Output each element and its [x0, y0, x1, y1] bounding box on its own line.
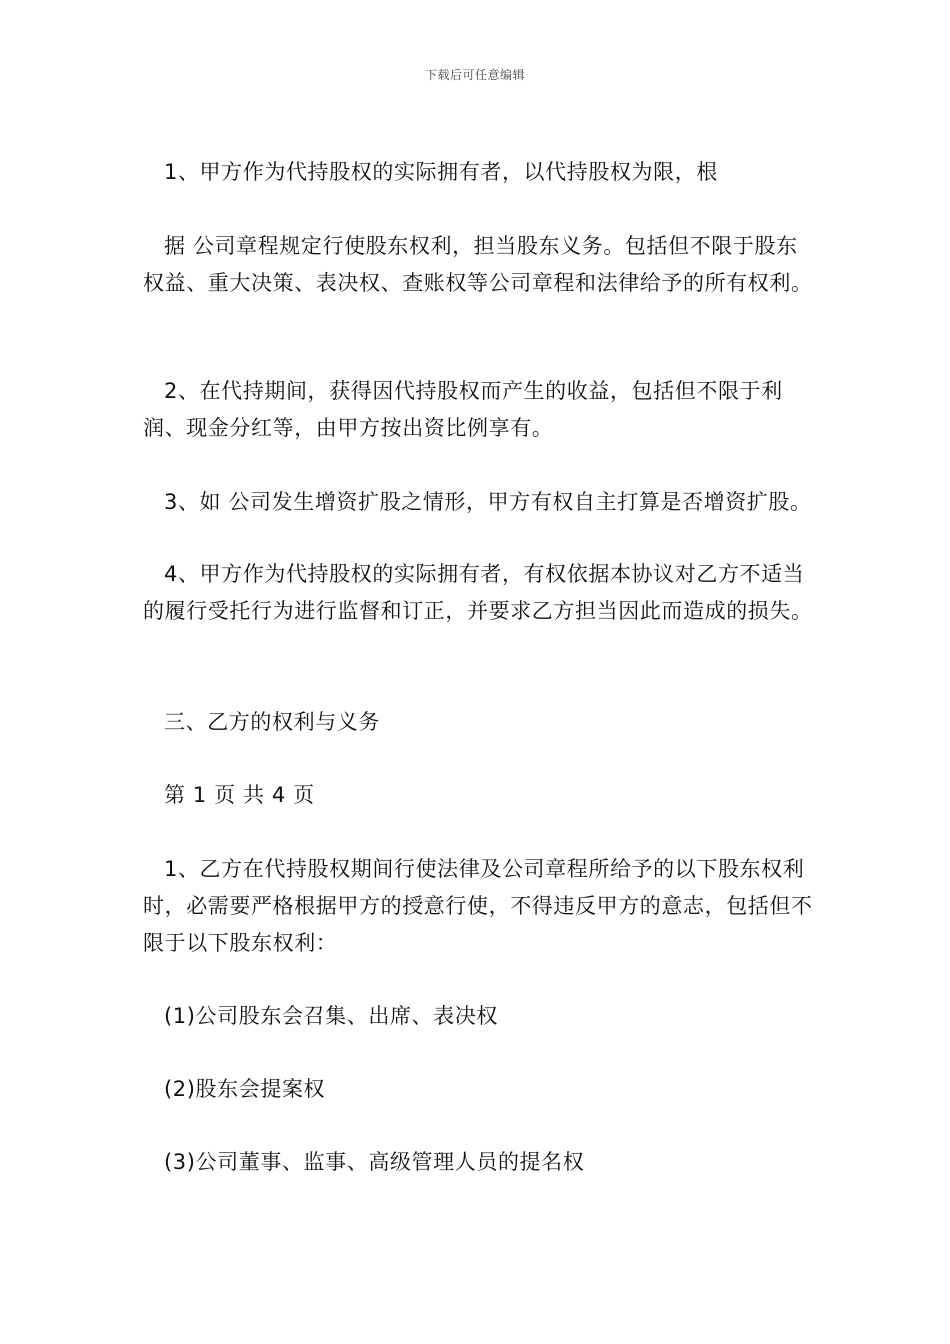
paragraph-2: 据 公司章程规定行使股东权利，担当股东义务。包括但不限于股东权益、重大决策、表决权、查账权等公司章程和法律给予的所有权利。 [143, 234, 813, 295]
paragraph-3: 2、在代持期间，获得因代持股权而产生的收益，包括但不限于利润、现金分红等，由甲方按出资比例享有。 [143, 379, 783, 440]
paragraph-1: 1、甲方作为代持股权的实际拥有者，以代持股权为限，根 [164, 160, 718, 184]
list-item-3: (3)公司董事、监事、高级管理人员的提名权 [164, 1150, 585, 1174]
list-item-1: (1)公司股东会召集、出席、表决权 [164, 1004, 498, 1028]
page-number: 第 1 页 共 4 页 [164, 783, 315, 807]
list-item-2: (2)股东会提案权 [164, 1077, 326, 1101]
paragraph-4: 3、如 公司发生增资扩股之情形，甲方有权自主打算是否增资扩股。 [164, 490, 812, 514]
paragraph-5: 4、甲方作为代持股权的实际拥有者，有权依据本协议对乙方不适当的履行受托行为进行监督和订正，并要求乙方担当因此而造成的损失。 [143, 562, 813, 623]
paragraph-6: 1、乙方在代持股权期间行使法律及公司章程所给予的以下股东权利时，必需要严格根据甲方的授意行使，不得违反甲方的意志，包括但不限于以下股东权利： [143, 857, 813, 955]
page-header-note: 下载后可任意编辑 [424, 68, 525, 82]
section-heading: 三、乙方的权利与义务 [164, 710, 380, 734]
